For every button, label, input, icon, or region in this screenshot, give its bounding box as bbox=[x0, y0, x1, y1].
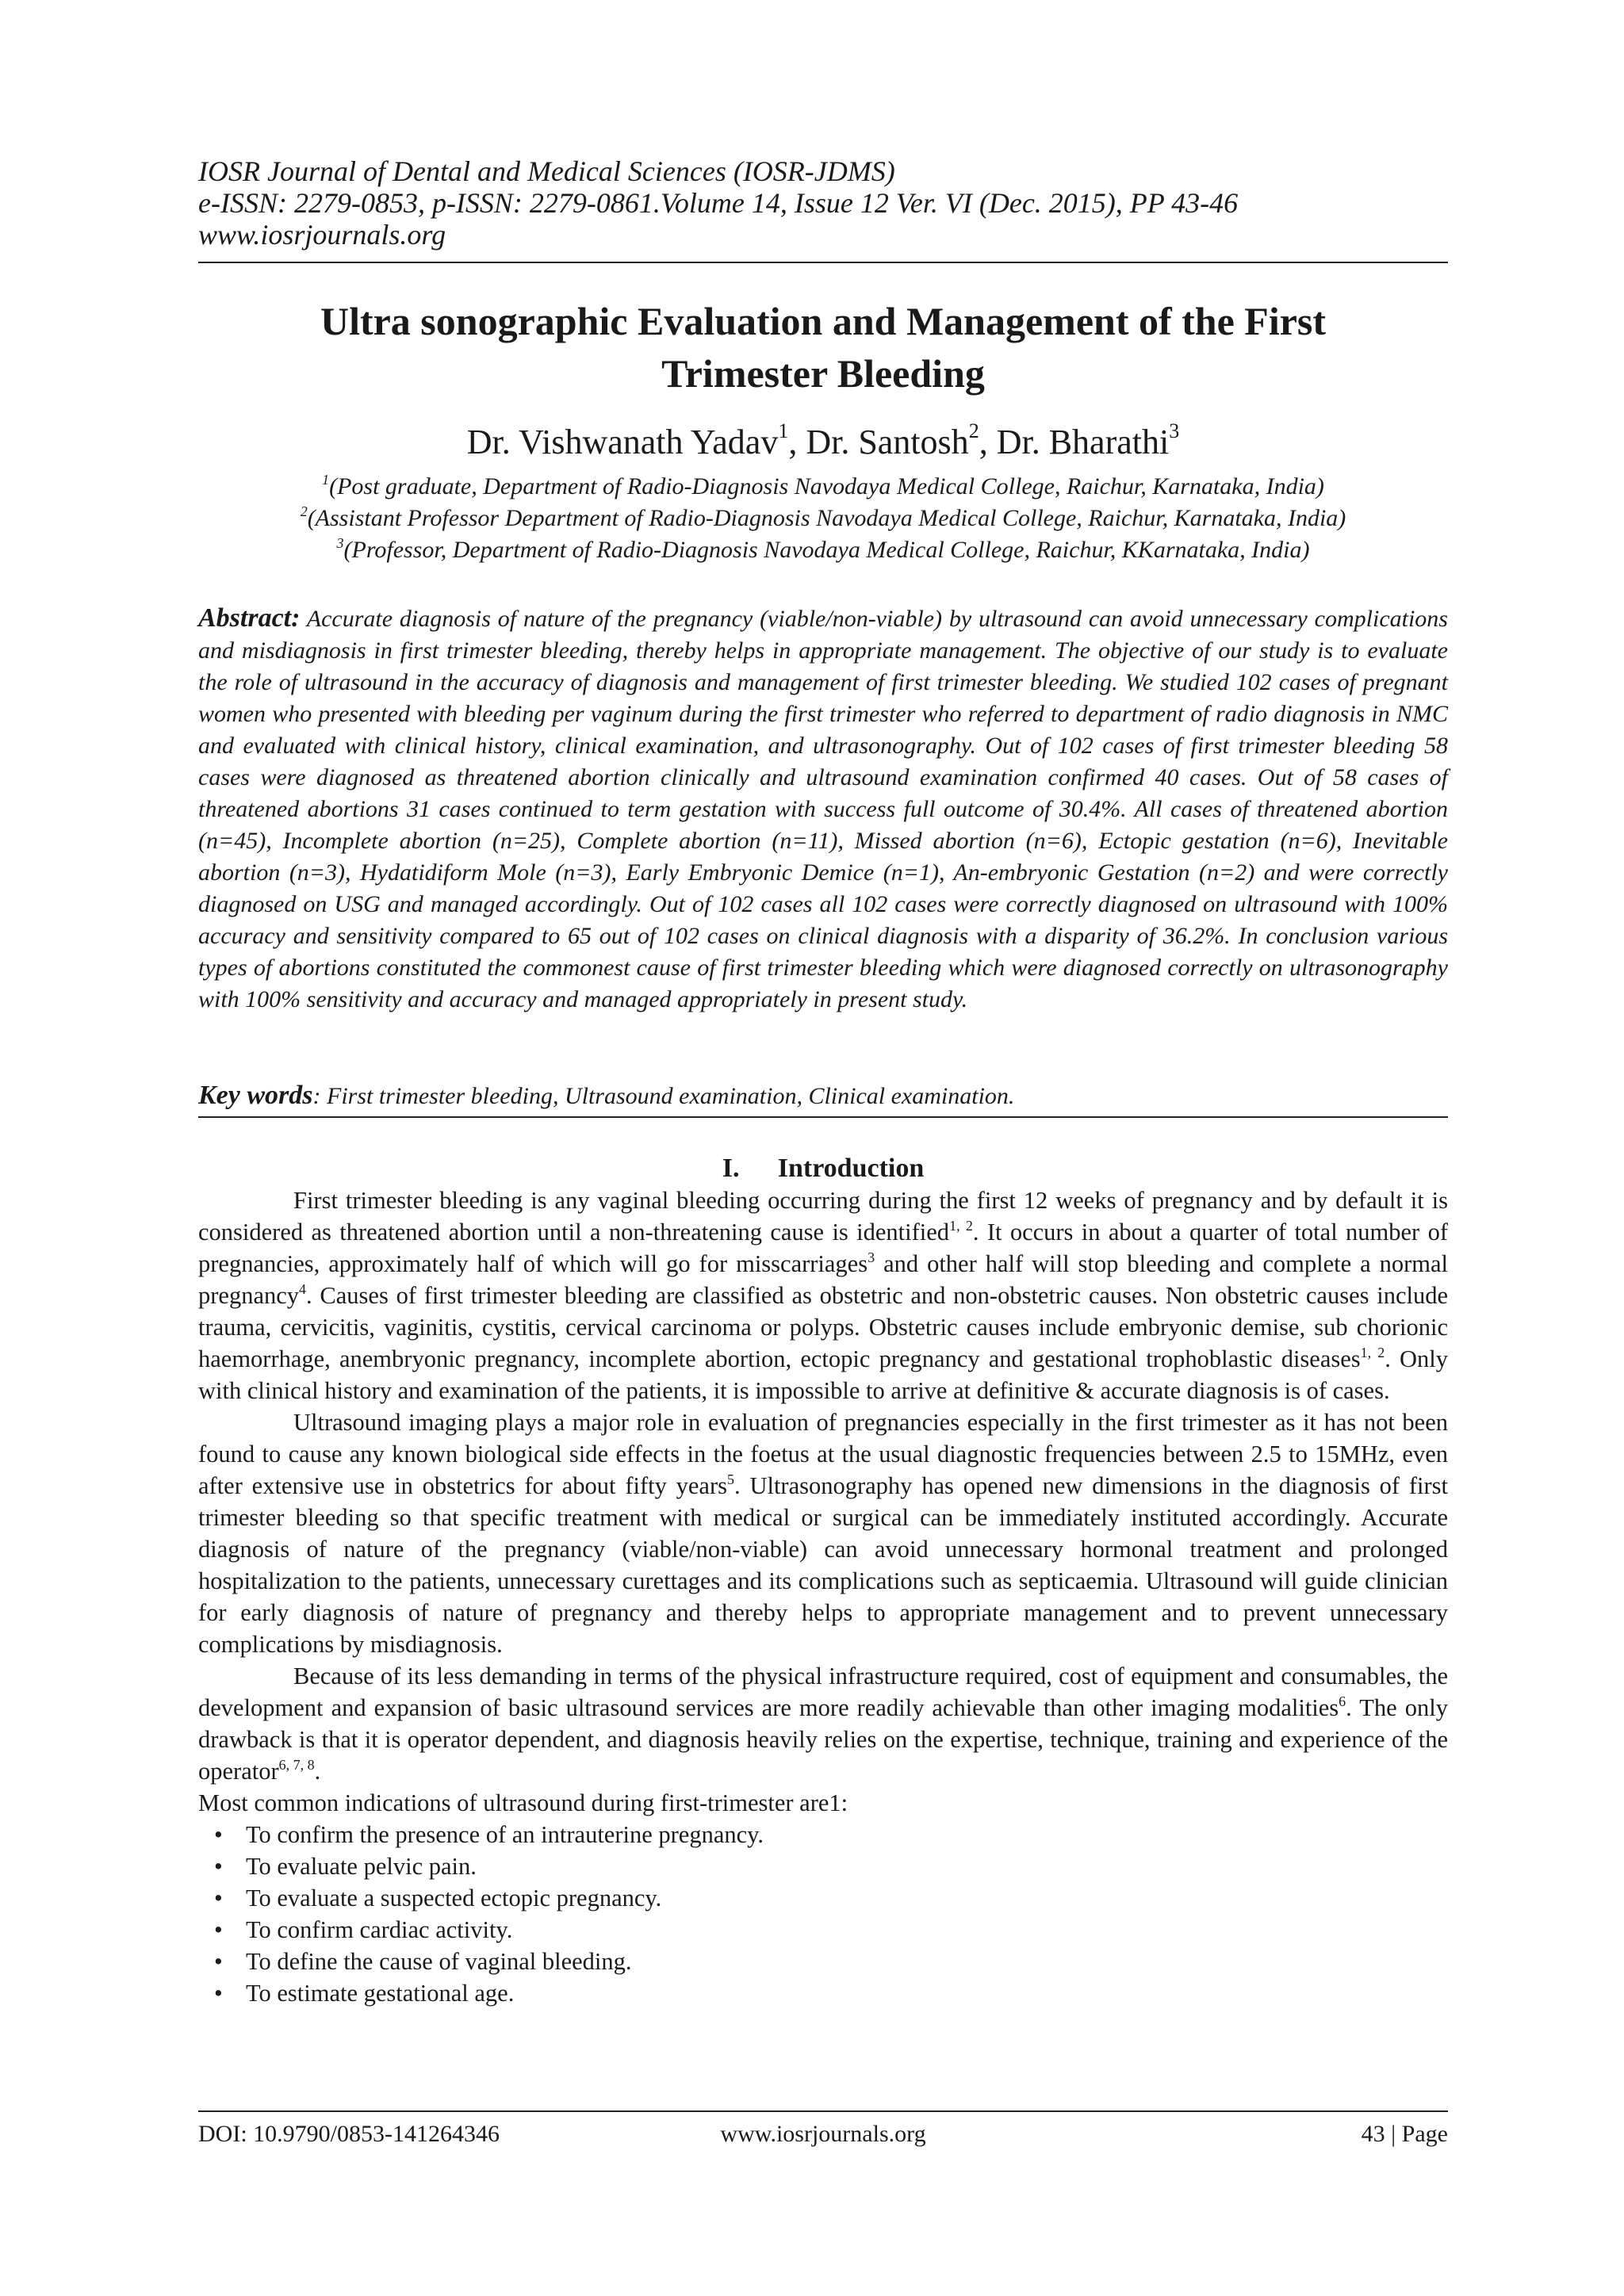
abstract bbox=[198, 603, 1448, 1016]
header-divider bbox=[198, 262, 1448, 263]
affiliation-mark: 2 bbox=[300, 503, 308, 519]
affiliation-mark: 3 bbox=[336, 535, 344, 551]
page-footer bbox=[198, 2118, 1448, 2150]
footer-divider bbox=[198, 2110, 1448, 2112]
keywords-label: Key words bbox=[198, 1081, 313, 1110]
issn-line: e-ISSN: 2279-0853, p-ISSN: 2279-0861.Volume 14, Issue 12 Ver. VI (Dec. 2015), PP 43-46 bbox=[198, 187, 1239, 219]
bullet-icon: • bbox=[214, 1980, 223, 2007]
abstract-text: Accurate diagnosis of nature of the pregnancy (viable/non-viable) by ultrasound can avoid unnecessary complications and misdiagnosis in first trimester bleeding, thereby helps in appropriate management. The objective of our study is to evaluate the role of ultrasound in the accuracy of diagnosis and management of first trimester bleeding. We studied 102 cases of pregnant women who presented with bleeding per vaginum during the first trimester who referred to department of radio diagnosis in NMC and evaluated with clinical history, clinical examination, and ultrasonography. Out of 102 cases of first trimester bleeding 58 cases were diagnosed as threatened abortion clinically and ultrasound examination confirmed 40 cases. Out of 58 cases of threatened abortions 31 cases continued to term gestation with success full outcome of 30.4%. All cases of threatened abortion (n=45), Incomplete abortion (n=25), Complete abortion (n=11), Missed abortion (n=6), Ectopic gestation (n=6), Inevitable abortion (n=3), Hydatidiform Mole (n=3), Early Embryonic Demice (n=1), An-embryonic Gestation (n=2) and were correctly diagnosed on USG and managed accordingly. Out of 102 cases all 102 cases were correctly diagnosed on ultrasound with 100% accuracy and sensitivity compared to 65 out of 102 cases on clinical diagnosis with a disparity of 36.2%. In conclusion various types of abortions constituted the commonest cause of first trimester bleeding which were diagnosed correctly on ultrasonography with 100% sensitivity and accuracy and managed appropriately in present study. bbox=[198, 606, 1448, 1012]
abstract-label: Abstract: bbox=[198, 603, 301, 633]
list-intro: Most common indications of ultrasound during first-trimester are1: bbox=[198, 1789, 848, 1816]
paper-title bbox=[198, 295, 1448, 400]
affiliation-list bbox=[198, 471, 1448, 566]
citation: 6 bbox=[1339, 1693, 1346, 1709]
title-line-1: Ultra sonographic Evaluation and Management of the First bbox=[320, 299, 1327, 343]
affiliation: $^2$(Assistant Professor Department of Radio-Diagnosis Navodaya Medical College, Raichur, Karnataka, India) bbox=[300, 503, 1346, 531]
journal-header bbox=[198, 155, 1448, 251]
bullet-icon: • bbox=[214, 1916, 223, 1943]
page-number: 43 | Page bbox=[1361, 2121, 1448, 2147]
footer-website: www.iosrjournals.org bbox=[720, 2121, 926, 2147]
author-name: Dr. Bharathi bbox=[996, 423, 1170, 461]
paragraph: Because of its less demanding in terms of the physical infrastructure required, cost of equipment and consumables, the development and expansion of basic ultrasound services are more readily achievable than other imaging modalities$^6$. The only drawback is that it is operator dependent, and diagnosis heavily relies on the expertise, technique, training and experience of the operator$^{6, 7, 8}$. bbox=[198, 1663, 1448, 1785]
bullet-icon: • bbox=[214, 1821, 223, 1848]
bullet-icon: • bbox=[214, 1885, 223, 1911]
paragraph: Ultrasound imaging plays a major role in evaluation of pregnancies especially in the first trimester as it has not been found to cause any known biological side effects in the foetus at the usual diagnostic frequencies between 2.5 to 15MHz, even after extensive use in obstetrics for about fifty years$^5$. Ultrasonography has opened new dimensions in the diagnosis of first trimester bleeding so that specific treatment with medical or surgical can be immediately instituted accordingly. Accurate diagnosis of nature of the pregnancy (viable/non-viable) can avoid unnecessary hormonal treatment and prolonged hospitalization to the patients, unnecessary curettages and its complications such as septicaemia. Ultrasound will guide clinician for early diagnosis of nature of pregnancy and thereby helps to appropriate management and to prevent unnecessary complications by misdiagnosis. bbox=[198, 1409, 1448, 1658]
affiliation-mark: 1 bbox=[322, 472, 330, 488]
footer-doi: DOI: 10.9790/0853-141264346 bbox=[198, 2121, 500, 2147]
bullet-icon: • bbox=[214, 1853, 223, 1880]
list-item: • To evaluate a suspected ectopic pregnancy. bbox=[198, 1882, 1448, 1914]
author-separator: , bbox=[979, 423, 997, 461]
list-item: • To estimate gestational age. bbox=[198, 1977, 1448, 2009]
section-title: Introduction bbox=[777, 1154, 925, 1183]
affiliation: $^1$(Post graduate, Department of Radio-Diagnosis Navodaya Medical College, Raichur, Karnataka, India) bbox=[322, 472, 1324, 499]
title-line-2: Trimester Bleeding bbox=[661, 351, 985, 396]
author-affil-mark: 3 bbox=[1169, 419, 1180, 442]
indication-list bbox=[198, 1819, 1448, 2009]
author-separator: , bbox=[788, 423, 806, 461]
citation: 1, 2 bbox=[1360, 1345, 1385, 1360]
citation: 6, 7, 8 bbox=[278, 1757, 315, 1773]
author-affil-mark: 1 bbox=[778, 419, 789, 442]
paper-page bbox=[198, 0, 1448, 2296]
section-heading bbox=[198, 1153, 1448, 1184]
citation: 4 bbox=[299, 1281, 307, 1297]
affiliation: $^3$(Professor, Department of Radio-Diagnosis Navodaya Medical College, Raichur, KKarnataka, India) bbox=[336, 535, 1310, 563]
section-number: I. bbox=[722, 1154, 740, 1183]
author-affil-mark: 2 bbox=[968, 419, 979, 442]
keywords bbox=[198, 1080, 1448, 1112]
abstract-divider bbox=[198, 1116, 1448, 1118]
list-item: • To confirm the presence of an intrauterine pregnancy. bbox=[198, 1819, 1448, 1850]
journal-website: www.iosrjournals.org bbox=[198, 219, 446, 251]
list-item: • To define the cause of vaginal bleeding. bbox=[198, 1946, 1448, 1977]
keywords-text: : First trimester bleeding, Ultrasound examination, Clinical examination. bbox=[312, 1083, 1015, 1109]
paragraph: First trimester bleeding is any vaginal bleeding occurring during the first 12 weeks of pregnancy and by default it is considered as threatened abortion until a non-threatening cause is identified$^{1, 2}$. It occurs in about a quarter of total number of pregnancies, approximately half of which will go for misscarriages$^3$ and other half will stop bleeding and complete a normal pregnancy$^4$. Causes of first trimester bleeding are classified as obstetric and non-obstetric causes. Non obstetric causes include trauma, cervicitis, vaginitis, cystitis, cervical carcinoma or polyps. Obstetric causes include embryonic demise, sub chorionic haemorrhage, anembryonic pregnancy, incomplete abortion, ectopic pregnancy and gestational trophoblastic diseases$^{1, 2}$. Only with clinical history and examination of the patients, it is impossible to arrive at definitive & accurate diagnosis is of cases. bbox=[198, 1187, 1449, 1404]
list-item: • To confirm cardiac activity. bbox=[198, 1914, 1448, 1946]
citation: 3 bbox=[868, 1249, 875, 1265]
author-name: Dr. Santosh bbox=[806, 423, 969, 461]
author-name: Dr. Vishwanath Yadav bbox=[466, 423, 779, 461]
list-item: • To evaluate pelvic pain. bbox=[198, 1850, 1448, 1882]
citation: 5 bbox=[727, 1471, 735, 1487]
journal-name: IOSR Journal of Dental and Medical Sciences (IOSR-JDMS) bbox=[198, 155, 895, 187]
citation: 1, 2 bbox=[949, 1218, 973, 1234]
introduction-body bbox=[198, 1184, 1448, 2009]
bullet-icon: • bbox=[214, 1948, 223, 1975]
author-list bbox=[198, 420, 1448, 465]
